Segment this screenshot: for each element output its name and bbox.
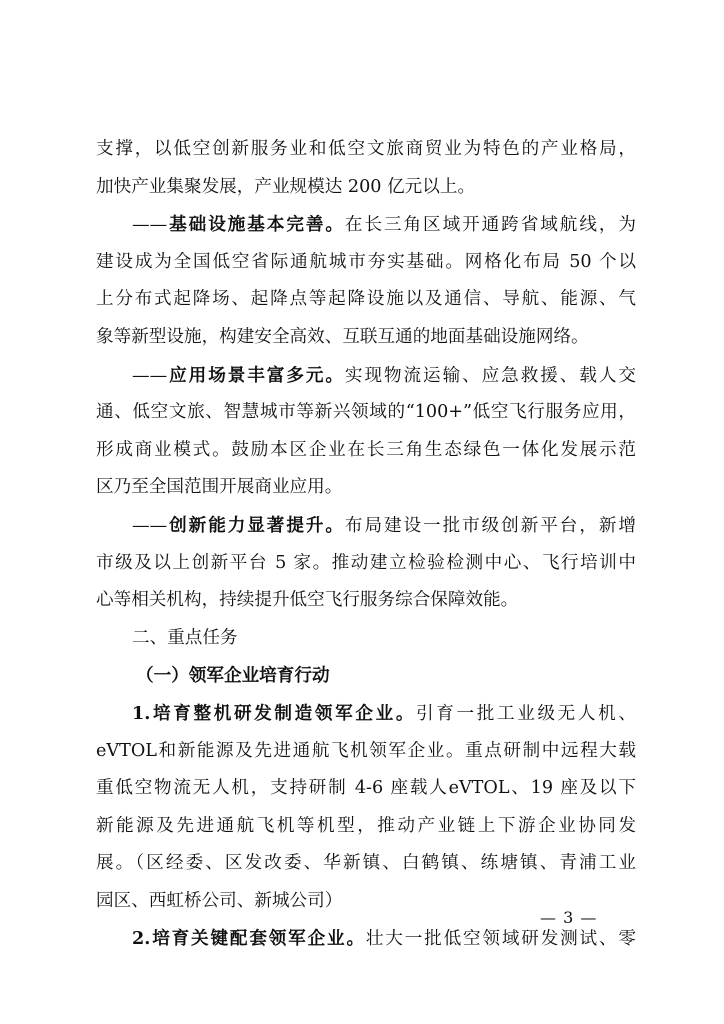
bold-heading: 应用场景丰富多元。 [167, 364, 345, 386]
text-line: 心等相关机构，持续提升低空飞行服务综合保障效能。 [96, 590, 519, 611]
bold-heading: 1.培育整机研发制造领军企业。 [132, 702, 417, 724]
text-line: 象等新型设施，构建安全高效、互联互通的地面基础设施网络。 [96, 326, 589, 347]
text-line: 形成商业模式。鼓励本区企业在长三角生态绿色一体化发展示范 [96, 439, 636, 460]
text-line: 支撑，以低空创新服务业和低空文旅商贸业为特色的产业格局， [96, 139, 636, 159]
text-run: 在长三角区域开通跨省域航线，为 [344, 215, 636, 236]
text-line: eVTOL和新能源及先进通航飞机领军企业。重点研制中远程大载 [96, 740, 636, 761]
text-line: 重低空物流无人机，支持研制 4-6 座载人eVTOL、19 座及以下 [96, 778, 636, 799]
text-line: 市级及以上创新平台 5 家。推动建立检验检测中心、飞行培训中 [96, 552, 636, 573]
text-run: 壮大一批低空领域研发测试、零 [365, 929, 636, 950]
text-line: 区乃至全国范围开展商业应用。 [96, 477, 343, 498]
text-line: 加快产业集聚发展，产业规模达 200 亿元以上。 [96, 176, 476, 197]
section-heading: 二、重点任务 [132, 627, 238, 648]
bold-heading: 基础设施基本完善。 [167, 214, 345, 236]
text-line: 展。（区经委、区发改委、华新镇、白鹤镇、练塘镇、青浦工业 [96, 853, 636, 874]
paragraph-task-1 [96, 695, 636, 733]
text-line: 新能源及先进通航飞机等机型，推动产业链上下游企业协同发 [96, 815, 636, 836]
paragraph-application [96, 357, 636, 395]
dash-marker: —— [132, 215, 168, 236]
page-number: — 3 — [540, 908, 598, 927]
bold-heading: 创新能力显著提升。 [167, 514, 345, 536]
dash-marker: —— [132, 515, 168, 536]
text-line: 上分布式起降场、起降点等起降设施以及通信、导航、能源、气 [96, 289, 636, 310]
text-line: 通、低空文旅、智慧城市等新兴领域的“100+”低空飞行服务应用， [96, 402, 636, 423]
bold-heading: 2.培育关键配套领军企业。 [132, 928, 366, 950]
subsection-heading: （一）领军企业培育行动 [136, 665, 330, 687]
text-run: 引育一批工业级无人机、 [416, 703, 636, 724]
text-run: 实现物流运输、应急救援、载人交 [344, 365, 636, 386]
document-page [96, 131, 636, 958]
paragraph-innovation [96, 507, 636, 545]
text-line: 建设成为全国低空省际通航城市夯实基础。网格化布局 50 个以 [96, 251, 636, 272]
dash-marker: —— [132, 365, 168, 386]
paragraph-infrastructure [96, 206, 636, 244]
text-line: 园区、西虹桥公司、新城公司） [96, 890, 343, 911]
text-run: 布局建设一批市级创新平台，新增 [344, 515, 636, 536]
